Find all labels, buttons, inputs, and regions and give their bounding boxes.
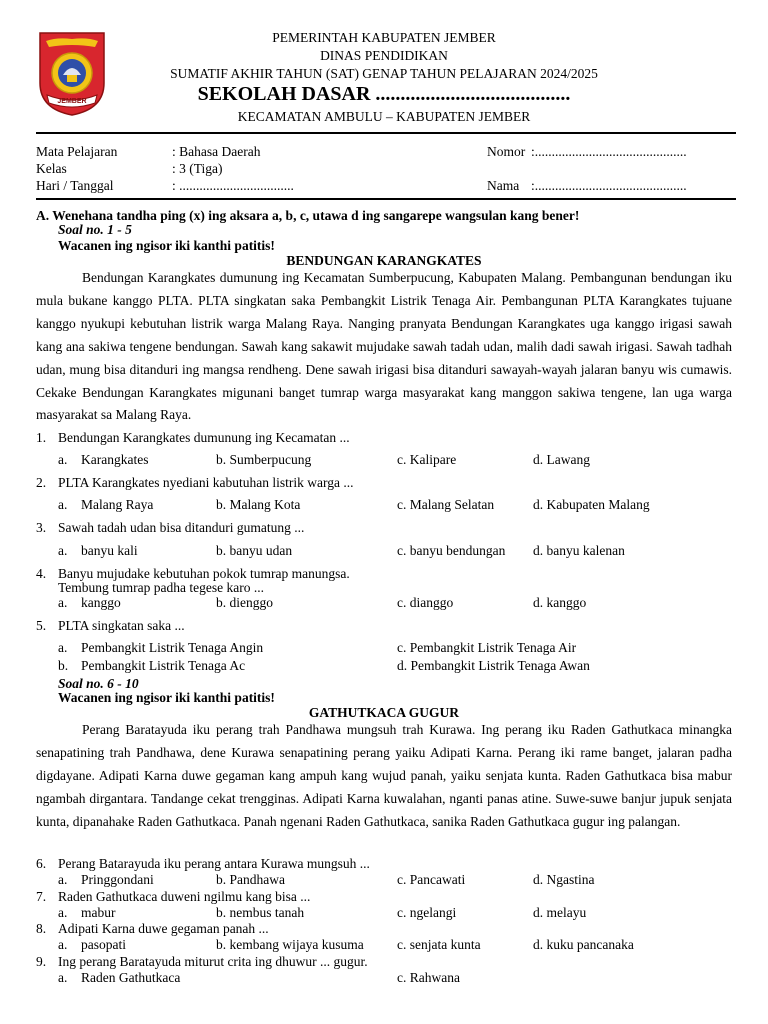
option-b: Pembangkit Listrik Tenaga Ac [81, 658, 246, 673]
subject-label: Mata Pelajaran [36, 144, 118, 159]
question-text-line-2: Tembung tumrap padha tegese karo ... [58, 580, 264, 595]
question-text: Perang Batarayuda iku perang antara Kurawa mungsuh ... [58, 856, 370, 871]
question-text: PLTA singkatan saka ... [58, 618, 185, 633]
section-a-instruction: A. Wenehana tandha ping (x) ing aksara a, b, c, utawa d ing sangarepe wangsulan kang bener! [36, 208, 580, 223]
passage-2: Perang Baratayuda iku perang trah Pandhawa mungsuh trah Kurawa. Ing perang iku Raden Gathutkaca minangka senapatining trah Pandhawa, dene Kurawa senapatining perang yaiku Adipati Karna. Perang iki rame banget, jalaran padha digdayane. Adipati Karna duwe gegaman kang ampuh kang wujud panah, yaiku senjata kunta. Raden Gathutkaca bisa mabur ngambah dirgantara. Tandange cekat trengginas. Adipati Karna kuwalahan, nganti panas atine. Suwe-suwe banjur jupuk senjata kunta, dipanahake Raden Gathutkaca. Panah ngenani Raden Gathutkaca, sanika Raden Gathutkaca gugur ing palangan. [36, 722, 732, 829]
name-label: Nama [487, 178, 520, 193]
option-c: c. ngelangi [397, 905, 457, 920]
soal-range-1: Soal no. 1 - 5 [58, 222, 132, 237]
option-b: b. Sumberpucung [216, 452, 312, 467]
subject-value: : Bahasa Daerah [172, 144, 261, 159]
question-text: Adipati Karna duwe gegaman panah ... [58, 921, 269, 936]
question-number: 3. [36, 520, 47, 535]
option-letter-a: a. [58, 497, 68, 512]
reading-intro-2: Wacanen ing ngisor iki kanthi patitis! [58, 690, 275, 705]
option-letter-a: a. [58, 595, 68, 610]
passage-title-1: BENDUNGAN KARANGKATES [286, 253, 482, 268]
date-label: Hari / Tanggal [36, 178, 114, 193]
option-letter-a: a. [58, 640, 68, 655]
option-c: c. Malang Selatan [397, 497, 495, 512]
option-letter-a: a. [58, 970, 68, 985]
question-number: 9. [36, 954, 47, 969]
option-b: b. nembus tanah [216, 905, 305, 920]
option-c: c. Pancawati [397, 872, 466, 887]
option-a: Pembangkit Listrik Tenaga Angin [81, 640, 264, 655]
option-d: d. melayu [533, 905, 587, 920]
name-field: :............................................. [531, 178, 687, 193]
header-rule-top [36, 132, 736, 134]
soal-range-2: Soal no. 6 - 10 [58, 676, 139, 691]
question-text: Ing perang Baratayuda miturut crita ing dhuwur ... gugur. [58, 954, 368, 969]
question-text: Sawah tadah udan bisa ditanduri gumatung ... [58, 520, 305, 535]
option-a: kanggo [81, 595, 121, 610]
option-d: d. banyu kalenan [533, 543, 625, 558]
option-c: c. senjata kunta [397, 937, 481, 952]
option-a: pasopati [81, 937, 126, 952]
question-number: 1. [36, 430, 47, 445]
option-a: mabur [81, 905, 116, 920]
option-d: d. Lawang [533, 452, 590, 467]
option-letter-a: a. [58, 452, 68, 467]
question-number: 4. [36, 566, 47, 581]
number-label: Nomor [487, 144, 526, 159]
option-letter-a: a. [58, 905, 68, 920]
header-line-1: PEMERINTAH KABUPATEN JEMBER [272, 30, 496, 45]
option-c: c. dianggo [397, 595, 454, 610]
question-number: 2. [36, 475, 47, 490]
option-a: Malang Raya [81, 497, 154, 512]
option-d: d. Kabupaten Malang [533, 497, 650, 512]
option-b: b. Malang Kota [216, 497, 301, 512]
question-text: Bendungan Karangkates dumunung ing Kecamatan ... [58, 430, 350, 445]
reading-intro-1: Wacanen ing ngisor iki kanthi patitis! [58, 238, 275, 253]
question-number: 5. [36, 618, 47, 633]
header-rule-bottom [36, 198, 736, 200]
option-b: b. banyu udan [216, 543, 293, 558]
option-c: c. banyu bendungan [397, 543, 506, 558]
district-name: KECAMATAN AMBULU – KABUPATEN JEMBER [237, 109, 531, 124]
option-b: b. dienggo [216, 595, 273, 610]
question-number: 6. [36, 856, 47, 871]
question-text: Raden Gathutkaca duweni ngilmu kang bisa ... [58, 889, 311, 904]
passage-1: Bendungan Karangkates dumunung ing Kecamatan Sumberpucung, Kabupaten Malang. Pembangunan bendungan iku mula bukane kanggo PLTA. PLTA singkatan saka Pembangkit Listrik Tenaga Air. Pembangunan PLTA Karangkates tujuane kanggo nyukupi kebutuhan listrik warga Malang Raya. Nanging pranyata Bendungan Karangkates uga kanggo irigasi sawah kang ana sakiwa tengene bendungan. Sawah kang sakawit mujudake sawah tadah udan, malih dadi sawah irigasi. Sawah tadhah udan, mung bisa ditanduri ing mangsa rendheng. Dene sawah irigasi bisa ditanduri sawayah-wayah jalaran banyu wis cumawis. Cekake Bendungan Karangkates migunani banget tumrap warga masyarakat kang manggon sakiwa tengene, lan uga warga masyarakat sa Malang Raya. [36, 270, 732, 423]
option-a: Pringgondani [81, 872, 154, 887]
option-d: d. Ngastina [533, 872, 595, 887]
question-text: PLTA Karangkates nyediani kabutuhan listrik warga ... [58, 475, 354, 490]
option-letter-a: a. [58, 937, 68, 952]
date-value: : .................................. [172, 178, 294, 193]
logo-label: JEMBER [57, 98, 87, 105]
class-label: Kelas [36, 161, 67, 176]
option-c: c. Pembangkit Listrik Tenaga Air [397, 640, 577, 655]
school-name: SEKOLAH DASAR ....................................... [197, 83, 571, 105]
class-value: : 3 (Tiga) [172, 161, 223, 176]
option-d: d. kanggo [533, 595, 587, 610]
number-field: :............................................. [531, 144, 687, 159]
passage-title-2: GATHUTKACA GUGUR [308, 705, 460, 720]
option-c: c. Kalipare [397, 452, 457, 467]
option-d: d. Pembangkit Listrik Tenaga Awan [397, 658, 590, 673]
option-c: c. Rahwana [397, 970, 460, 985]
header-line-2: DINAS PENDIDIKAN [320, 48, 448, 63]
option-d: d. kuku pancanaka [533, 937, 634, 952]
option-b: b. kembang wijaya kusuma [216, 937, 364, 952]
header-line-3: SUMATIF AKHIR TAHUN (SAT) GENAP TAHUN PELAJARAN 2024/2025 [170, 66, 598, 81]
option-b: b. Pandhawa [216, 872, 285, 887]
option-letter-a: a. [58, 543, 68, 558]
question-text: Banyu mujudake kebutuhan pokok tumrap manungsa. [58, 566, 350, 581]
option-a: banyu kali [81, 543, 138, 558]
option-letter-a: a. [58, 872, 68, 887]
option-a: Raden Gathutkaca [81, 970, 181, 985]
question-number: 8. [36, 921, 47, 936]
question-number: 7. [36, 889, 47, 904]
option-letter-b: b. [58, 658, 69, 673]
option-a: Karangkates [81, 452, 149, 467]
